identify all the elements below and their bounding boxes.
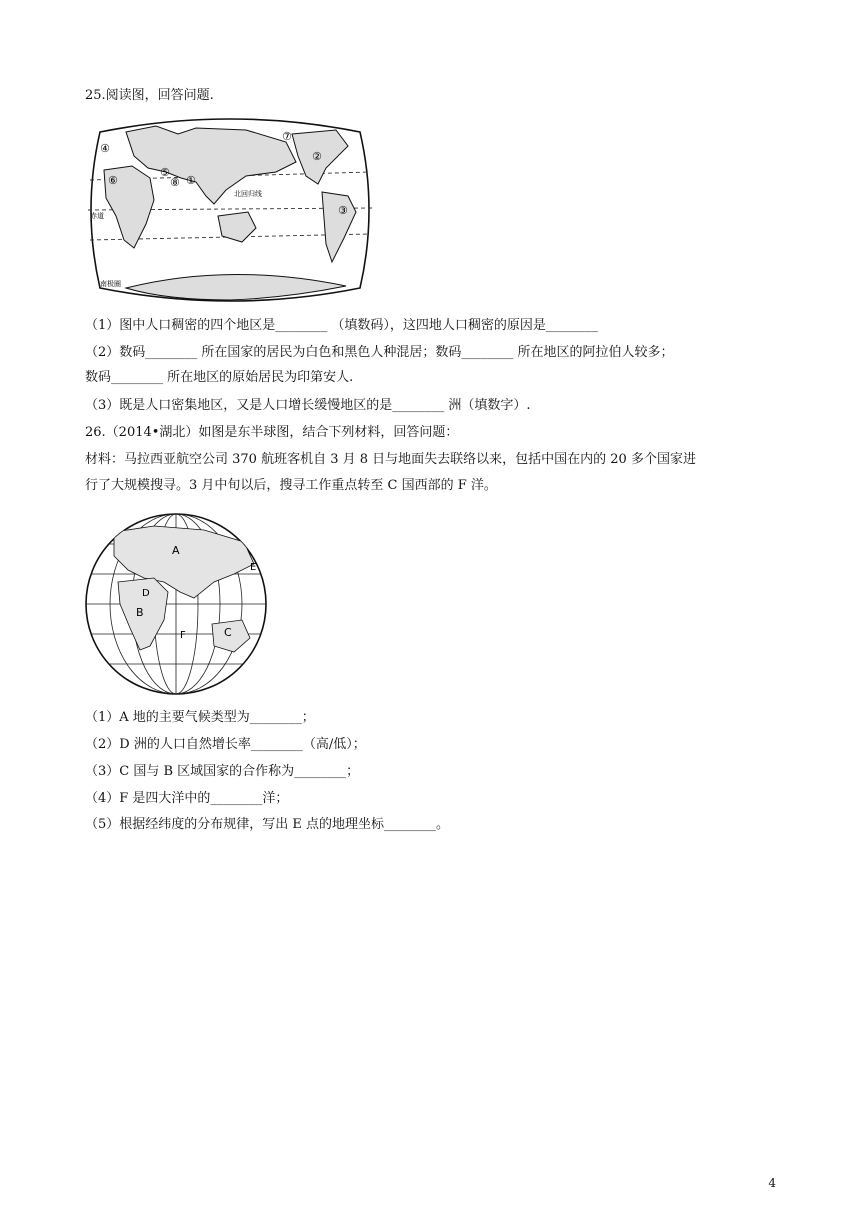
globe-label-b: B — [136, 606, 144, 619]
q25-sub2a: （2）数码________ 所在国家的居民为白色和黑色人种混居；数码________ 所在地区的阿拉伯人较多； — [85, 345, 674, 360]
globe-map — [84, 512, 268, 696]
q26-material-line1: 材料：马拉西亚航空公司 370 航班客机自 3 月 8 日与地面失去联络以来，包括中国在内的 20 多个国家进 — [85, 452, 696, 467]
map-num-2: ② — [312, 150, 322, 163]
map-num-4: ④ — [100, 142, 110, 155]
map-num-7: ⑦ — [282, 130, 292, 143]
q26-title: 26.（2014•湖北）如图是东半球图，结合下列材料，回答问题： — [85, 425, 459, 440]
map-num-3: ③ — [338, 204, 348, 217]
world-map-figure — [86, 112, 374, 308]
map-label-antarctic: 南极圈 — [100, 280, 121, 288]
map-num-1: ① — [186, 174, 196, 187]
globe-label-f: F — [180, 630, 186, 641]
q26-sub2: （2）D 洲的人口自然增长率________（高/低）； — [85, 737, 366, 752]
q25-sub2b: 数码________ 所在地区的原始居民为印第安人. — [85, 370, 354, 385]
q26-sub4: （4）F 是四大洋中的________洋； — [85, 791, 289, 806]
map-num-8: ⑧ — [170, 176, 180, 189]
q26-material-line2: 行了大规模搜寻。3 月中旬以后，搜寻工作重点转至 C 国西部的 F 洋。 — [85, 478, 497, 493]
globe-label-e: E — [250, 562, 257, 573]
globe-label-a: A — [172, 544, 180, 557]
globe-label-c: C — [224, 626, 232, 639]
q26-sub5: （5）根据经纬度的分布规律，写出 E 点的地理坐标________。 — [85, 817, 450, 832]
q25-sub3: （3）既是人口密集地区，又是人口增长缓慢地区的是________ 洲（填数字）. — [85, 398, 531, 413]
map-num-5: ⑤ — [160, 166, 170, 179]
map-label-tropic: 北回归线 — [234, 190, 262, 198]
world-map — [86, 112, 374, 308]
map-num-6: ⑥ — [108, 174, 118, 187]
q25-sub1: （1）图中人口稠密的四个地区是________ （填数码），这四地人口稠密的原因是________ — [85, 318, 598, 333]
page-number: 4 — [768, 1176, 776, 1190]
q25-title: 25.阅读图，回答问题. — [85, 88, 214, 103]
eastern-hemisphere-figure — [84, 512, 268, 696]
q26-sub1: （1）A 地的主要气候类型为________； — [85, 710, 315, 725]
map-label-equator: 赤道 — [90, 212, 104, 220]
globe-label-d: D — [142, 588, 150, 599]
q26-sub3: （3）C 国与 B 区域国家的合作称为________； — [85, 764, 360, 779]
